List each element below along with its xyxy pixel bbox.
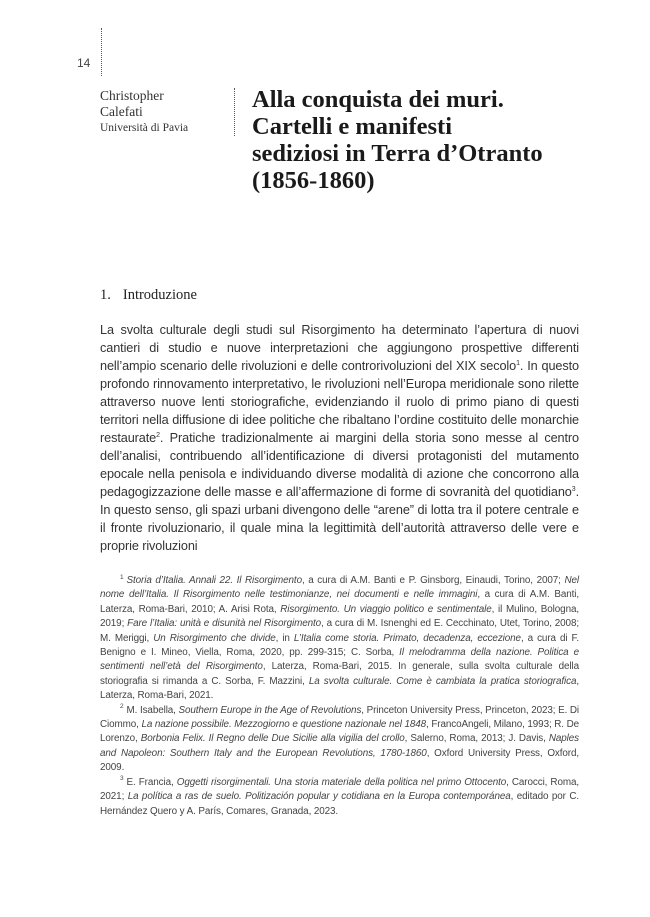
fn-text: , a cura di A.M. Banti e P. Ginsborg, Einaudi, Torino, 2007; (301, 575, 565, 586)
fn-text: , il Mulino, Bologna, 2019; (100, 603, 579, 630)
page-number: 14 (77, 56, 91, 70)
title-line: Cartelli e manifesti (252, 113, 453, 140)
footnote-ref[interactable]: 1 (516, 359, 520, 367)
fn-text: , Carocci, Roma, 2021; (100, 776, 579, 803)
footnote-3 (100, 776, 579, 819)
fn-text: , a cura di F. Benigno e I. Mineo, Viella, Roma, 2020, pp. 299-315; C. Sorba, (100, 632, 579, 659)
fn-text: E. Francia, (126, 776, 177, 788)
fn-text: , a cura di A.M. Banti, Laterza, Roma-Bari, 2010; A. Arisi Rota, (100, 589, 579, 615)
footnote-2 (100, 704, 579, 776)
body-sentence: . Pratiche tradizionalmente ai margini della storia sono messe al centro dell’analisi, contribuendo all’identificazione di diversi protagonisti del mutamento epocale nella penisola e individuando diverse modalità di azione che concorrono alla pedagogizzazione delle masse e all’affermazione di forme di sovranità del quotidiano (100, 431, 579, 499)
footnotes (100, 574, 579, 819)
section-heading (100, 287, 197, 304)
fn-citation-title: Il melodramma della nazione. Politica e sentimenti nell’età del Risorgimento (100, 647, 579, 673)
fn-text: , Princeton University Press, Princeton, 2023; E. Di Ciommo, (100, 704, 580, 731)
fn-citation-title: Risorgimento. Un viaggio politico e sentimentale (280, 603, 492, 615)
section-number: 1. (100, 287, 111, 303)
footnote-marker: 1 (120, 573, 124, 581)
fn-text: , FrancoAngeli, Milano, 1993; R. De Lorenzo, (100, 719, 579, 745)
fn-citation-title: Oggetti risorgimentali. Una storia materiale della politica nel primo Ottocento (176, 776, 507, 788)
author-name-line1: Christopher (100, 88, 164, 103)
footnote-marker: 2 (120, 703, 124, 711)
title-rule (234, 88, 235, 136)
fn-citation-title: Southern Europe in the Age of Revolutions (178, 704, 362, 716)
fn-citation-title: L’Italia come storia. Primato, decadenza, eccezione (293, 632, 521, 644)
footnote-1 (100, 574, 579, 704)
fn-citation-title: Borbonia Felix. Il Regno delle Due Sicilie alla vigilia del crollo (140, 733, 405, 745)
footnote-ref[interactable]: 2 (156, 431, 160, 439)
body-paragraph (100, 321, 579, 555)
body-sentence: La svolta culturale degli studi sul Risorgimento ha determinato l’apertura di nuovi cantieri di studio e nuove interpretazioni che aggiungono prospettive differenti nell’ampio scenario delle rivoluzioni e delle controrivoluzioni del XIX secolo (100, 323, 579, 373)
fn-text: , editado por C. Hernández Quero y A. París, Comares, Granada, 2023. (100, 791, 580, 817)
fn-text: , Laterza, Roma-Bari, 2021. (100, 675, 579, 702)
title-line: (1856-1860) (252, 167, 375, 194)
fn-citation-title: Fare l’Italia: unità e disunità nel Risorgimento (127, 618, 322, 630)
fn-text: , Salerno, Roma, 2013; J. Davis, (404, 733, 549, 745)
fn-text: , Oxford University Press, Oxford, 2009. (100, 747, 579, 774)
page-number-rule (101, 28, 102, 76)
fn-citation-title: La nazione possibile. Mezzogiorno e questione nazionale nel 1848 (141, 719, 427, 731)
fn-text: , Laterza, Roma-Bari, 2015. In generale, sulla svolta culturale della storiografia si rimanda a C. Sorba, F. Mazzini, (100, 661, 579, 687)
article-title (252, 86, 582, 194)
fn-text: , in (275, 632, 294, 644)
fn-citation-title: Un Risorgimento che divide (153, 632, 276, 644)
fn-citation-title: La política a ras de suelo. Politización popular y cotidiana en la Europa contemporánea (127, 791, 511, 803)
fn-text: M. Isabella, (126, 704, 179, 716)
fn-citation-title: Nel nome dell’Italia. Il Risorgimento nelle testimonianze, nei documenti e nelle immagini (100, 575, 579, 601)
author-affiliation: Università di Pavia (100, 122, 189, 134)
author-block (100, 88, 225, 136)
fn-citation-title: Storia d’Italia. Annali 22. Il Risorgimento (126, 575, 302, 586)
footnote-marker: 3 (120, 775, 124, 783)
fn-text: , a cura di M. Isnenghi ed E. Cecchinato, Utet, Torino, 2008; M. Meriggi, (100, 618, 579, 644)
fn-citation-title: La svolta culturale. Come è cambiata la pratica storiografica (308, 675, 577, 687)
fn-citation-title: Naples and Napoleon: Southern Italy and the European Revolutions, 1780-1860 (100, 733, 579, 759)
title-line: Alla conquista dei muri. (252, 86, 504, 113)
author-name-line2: Calefati (100, 104, 143, 119)
body-sentence: . In questo profondo rinnovamento interpretativo, le rivoluzioni nell’Europa meridionale sono rilette attraverso nuove lenti storiografiche, evidenziando il ruolo di primo piano di questi territori nella diffusione di idee politiche che ribaltano l’ordine costituito delle monarchie restaurate (100, 359, 579, 445)
body-sentence: . In questo senso, gli spazi urbani divengono delle “arene” di lotta tra il potere centrale e il fronte rivoluzionario, il quale mina la legittimità dell’autorità attraverso delle vere e proprie rivoluzioni (100, 485, 579, 553)
section-title: Introduzione (122, 287, 197, 303)
footnote-ref[interactable]: 3 (571, 485, 576, 493)
title-line: sediziosi in Terra d’Otranto (252, 140, 543, 167)
